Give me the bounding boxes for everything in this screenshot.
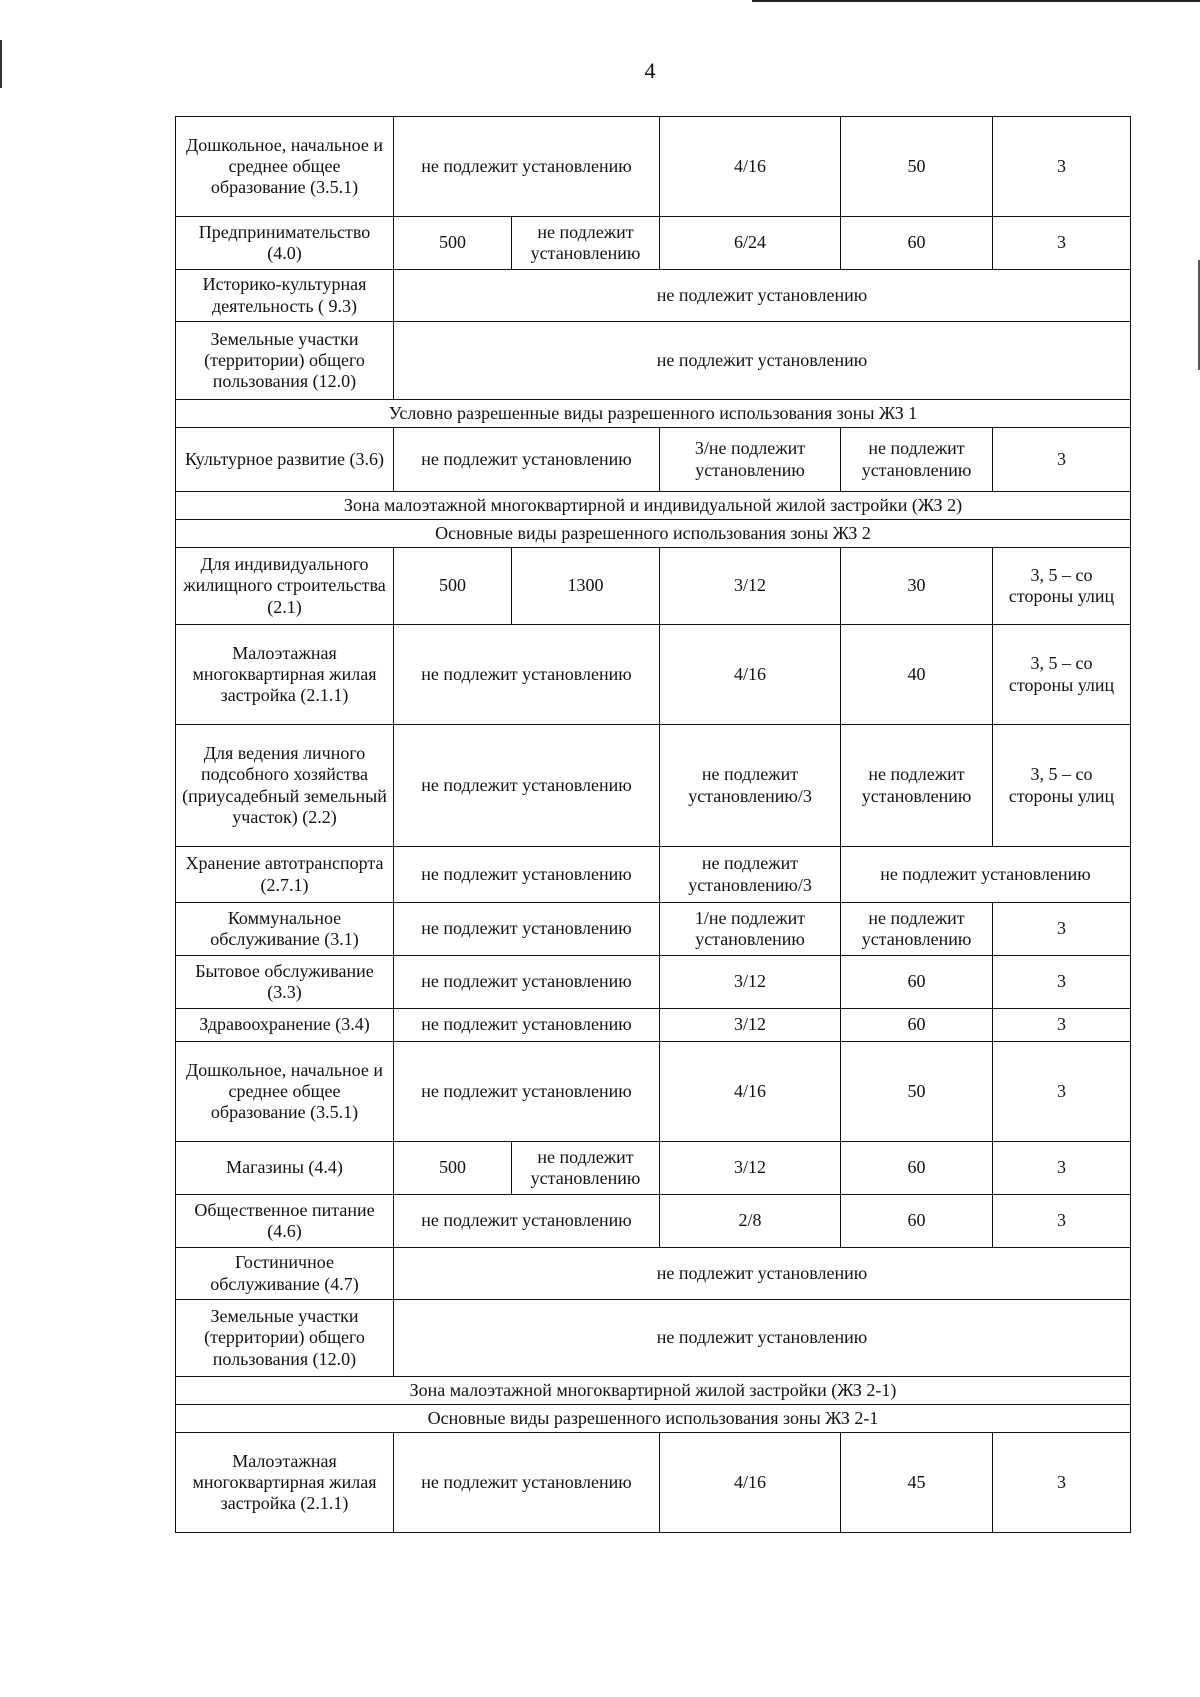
max-coverage-cell: 60: [841, 1195, 993, 1248]
plot-size-cell: не подлежит установлению: [394, 1433, 660, 1533]
max-coverage-cell: 60: [841, 1009, 993, 1042]
floors-height-cell: 3/12: [660, 1142, 841, 1195]
table-row: [176, 1042, 1131, 1142]
plot-size-cell: не подлежит установлению: [394, 725, 660, 847]
min-setback-cell: 3: [993, 1195, 1131, 1248]
not-applicable-cell: не подлежит установлению: [394, 322, 1131, 400]
max-plot-size-cell: не подлежит установлению: [512, 1142, 660, 1195]
max-coverage-cell: 45: [841, 1433, 993, 1533]
min-setback-cell: 3: [993, 1142, 1131, 1195]
table-row: [176, 1195, 1131, 1248]
floors-height-cell: не подлежит установлению/3: [660, 725, 841, 847]
min-setback-cell: 3: [993, 1009, 1131, 1042]
table-row: [176, 725, 1131, 847]
plot-size-cell: не подлежит установлению: [394, 847, 660, 903]
table-row: [176, 1300, 1131, 1377]
plot-size-cell: не подлежит установлению: [394, 117, 660, 217]
min-setback-cell: 3, 5 – со стороны улиц: [993, 548, 1131, 625]
scan-edge-top: [752, 0, 1200, 2]
max-plot-size-cell: 1300: [512, 548, 660, 625]
min-setback-cell: 3, 5 – со стороны улиц: [993, 725, 1131, 847]
max-coverage-cell: 60: [841, 1142, 993, 1195]
table-row: [176, 1142, 1131, 1195]
min-setback-cell: 3: [993, 1042, 1131, 1142]
plot-size-cell: не подлежит установлению: [394, 1195, 660, 1248]
max-coverage-cell: 60: [841, 956, 993, 1009]
table-row: [176, 625, 1131, 725]
max-coverage-cell: не подлежит установлению: [841, 725, 993, 847]
section-header-row: [176, 1405, 1131, 1433]
land-use-type-cell: Хранение автотранспорта (2.7.1): [176, 847, 394, 903]
max-coverage-cell: не подлежит установлению: [841, 428, 993, 492]
table-row: [176, 117, 1131, 217]
min-plot-size-cell: 500: [394, 217, 512, 270]
table-row: [176, 847, 1131, 903]
plot-size-cell: не подлежит установлению: [394, 1009, 660, 1042]
floors-height-cell: 4/16: [660, 117, 841, 217]
table-row: [176, 1433, 1131, 1533]
not-applicable-cell: не подлежит установлению: [394, 1300, 1131, 1377]
plot-size-cell: не подлежит установлению: [394, 1042, 660, 1142]
table-row: [176, 270, 1131, 322]
section-title: Основные виды разрешенного использования зоны ЖЗ 2: [176, 520, 1131, 548]
max-coverage-cell: не подлежит установлению: [841, 903, 993, 956]
land-use-type-cell: Дошкольное, начальное и среднее общее образование (3.5.1): [176, 117, 394, 217]
section-title: Зона малоэтажной многоквартирной жилой застройки (ЖЗ 2-1): [176, 1377, 1131, 1405]
min-plot-size-cell: 500: [394, 1142, 512, 1195]
max-coverage-cell: 60: [841, 217, 993, 270]
plot-size-cell: не подлежит установлению: [394, 428, 660, 492]
section-title: Зона малоэтажной многоквартирной и индивидуальной жилой застройки (ЖЗ 2): [176, 492, 1131, 520]
min-setback-cell: 3, 5 – со стороны улиц: [993, 625, 1131, 725]
floors-height-cell: 2/8: [660, 1195, 841, 1248]
land-use-type-cell: Коммунальное обслуживание (3.1): [176, 903, 394, 956]
table-row: [176, 903, 1131, 956]
min-setback-cell: 3: [993, 903, 1131, 956]
land-use-type-cell: Гостиничное обслуживание (4.7): [176, 1248, 394, 1300]
land-use-type-cell: Магазины (4.4): [176, 1142, 394, 1195]
max-coverage-cell: 30: [841, 548, 993, 625]
section-header-row: [176, 492, 1131, 520]
land-use-regulations-table: [175, 116, 1131, 1533]
coverage-setback-cell: не подлежит установлению: [841, 847, 1131, 903]
section-title: Условно разрешенные виды разрешенного использования зоны ЖЗ 1: [176, 400, 1131, 428]
land-use-type-cell: Здравоохранение (3.4): [176, 1009, 394, 1042]
plot-size-cell: не подлежит установлению: [394, 956, 660, 1009]
land-use-type-cell: Для ведения личного подсобного хозяйства (приусадебный земельный участок) (2.2): [176, 725, 394, 847]
land-use-type-cell: Предпринимательство (4.0): [176, 217, 394, 270]
floors-height-cell: 4/16: [660, 625, 841, 725]
floors-height-cell: 3/12: [660, 548, 841, 625]
table-row: [176, 548, 1131, 625]
section-header-row: [176, 520, 1131, 548]
max-coverage-cell: 50: [841, 117, 993, 217]
floors-height-cell: 6/24: [660, 217, 841, 270]
land-use-type-cell: Земельные участки (территории) общего пользования (12.0): [176, 322, 394, 400]
min-setback-cell: 3: [993, 217, 1131, 270]
floors-height-cell: 4/16: [660, 1433, 841, 1533]
not-applicable-cell: не подлежит установлению: [394, 270, 1131, 322]
floors-height-cell: 3/12: [660, 956, 841, 1009]
max-coverage-cell: 50: [841, 1042, 993, 1142]
min-setback-cell: 3: [993, 1433, 1131, 1533]
land-use-type-cell: Культурное развитие (3.6): [176, 428, 394, 492]
land-use-type-cell: Для индивидуального жилищного строительства (2.1): [176, 548, 394, 625]
plot-size-cell: не подлежит установлению: [394, 903, 660, 956]
land-use-type-cell: Общественное питание (4.6): [176, 1195, 394, 1248]
floors-height-cell: 3/12: [660, 1009, 841, 1042]
min-setback-cell: 3: [993, 117, 1131, 217]
land-use-type-cell: Дошкольное, начальное и среднее общее образование (3.5.1): [176, 1042, 394, 1142]
section-title: Основные виды разрешенного использования зоны ЖЗ 2-1: [176, 1405, 1131, 1433]
table-row: [176, 322, 1131, 400]
table-row: [176, 428, 1131, 492]
min-setback-cell: 3: [993, 428, 1131, 492]
max-plot-size-cell: не подлежит установлению: [512, 217, 660, 270]
max-coverage-cell: 40: [841, 625, 993, 725]
table-row: [176, 217, 1131, 270]
floors-height-cell: 1/не подлежит установлению: [660, 903, 841, 956]
section-header-row: [176, 400, 1131, 428]
land-use-type-cell: Бытовое обслуживание (3.3): [176, 956, 394, 1009]
land-use-type-cell: Малоэтажная многоквартирная жилая застройка (2.1.1): [176, 625, 394, 725]
not-applicable-cell: не подлежит установлению: [394, 1248, 1131, 1300]
page-number: 4: [644, 58, 656, 83]
min-setback-cell: 3: [993, 956, 1131, 1009]
plot-size-cell: не подлежит установлению: [394, 625, 660, 725]
floors-height-cell: 4/16: [660, 1042, 841, 1142]
table-row: [176, 956, 1131, 1009]
land-use-type-cell: Историко-культурная деятельность ( 9.3): [176, 270, 394, 322]
min-plot-size-cell: 500: [394, 548, 512, 625]
section-header-row: [176, 1377, 1131, 1405]
land-use-type-cell: Земельные участки (территории) общего пользования (12.0): [176, 1300, 394, 1377]
floors-height-cell: 3/не подлежит установлению: [660, 428, 841, 492]
land-use-type-cell: Малоэтажная многоквартирная жилая застройка (2.1.1): [176, 1433, 394, 1533]
table-row: [176, 1009, 1131, 1042]
table-row: [176, 1248, 1131, 1300]
floors-height-cell: не подлежит установлению/3: [660, 847, 841, 903]
